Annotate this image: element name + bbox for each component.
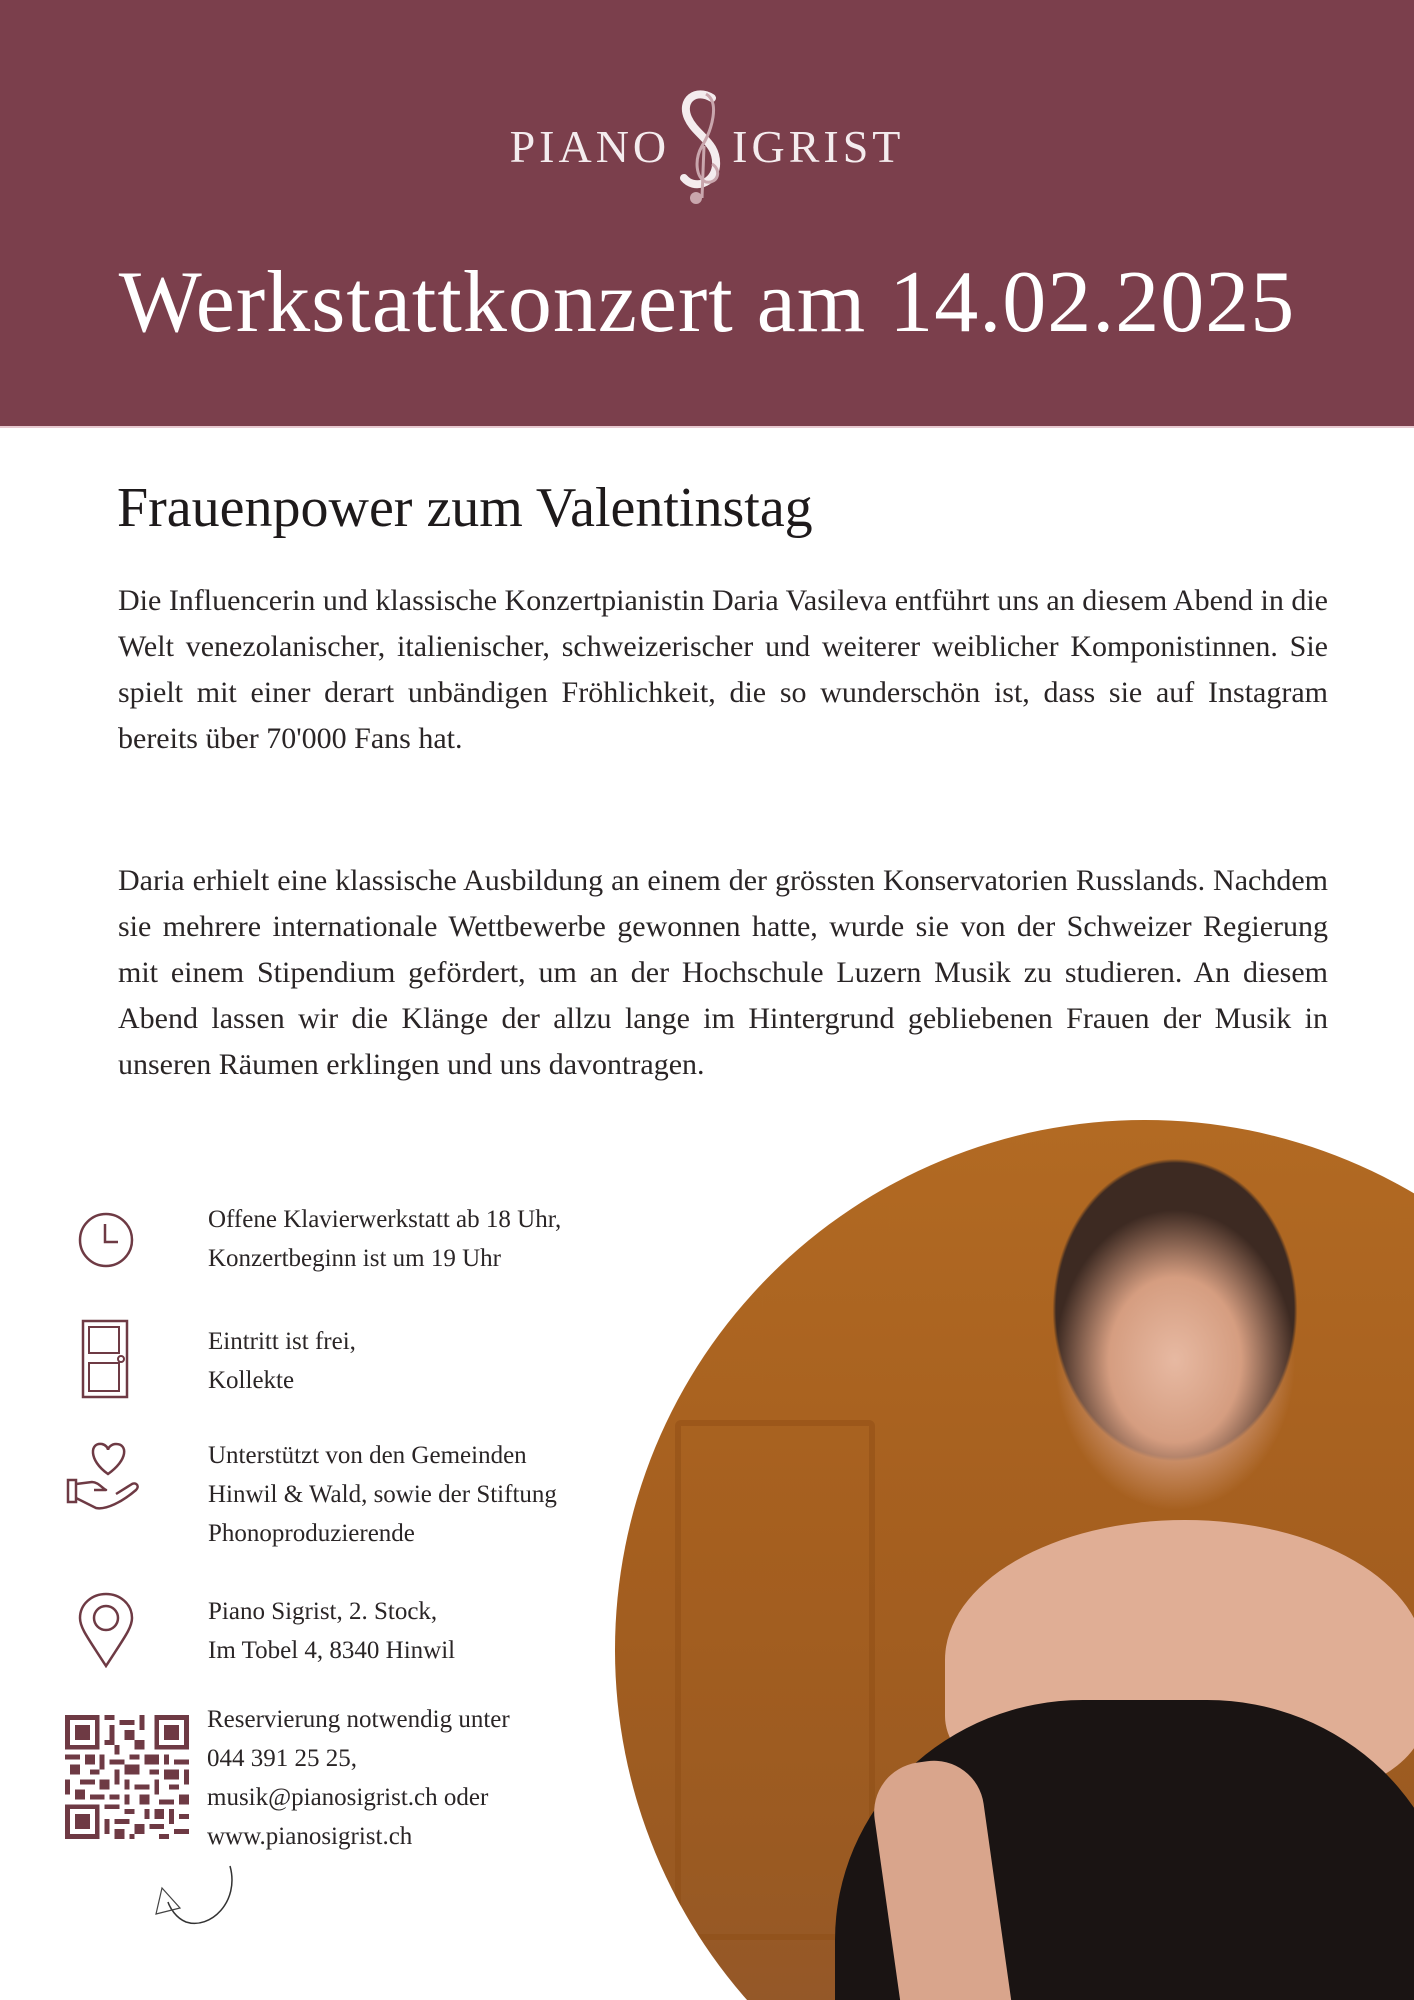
info-item-support [62,1436,557,1553]
paragraph-bio: Daria erhielt eine klassische Ausbildung an einem der grössten Konservatorien Russlands. Nachdem sie mehrere internationale Wettbewerbe gewonnen hatte, wurde sie von der Schweizer Regierung mit einem Stipendium gefördert, um an der Hochschule Luzern Musik zu studieren. An diesem Abend lassen wir die Klänge der allzu lange im Hintergrund gebliebenen Frauen der Musik in unseren Räumen erklingen und uns davontragen. [118,864,1328,1081]
info-line: Im Tobel 4, 8340 Hinwil [208,1637,456,1664]
location-pin-icon [62,1590,150,1670]
info-item-entry [62,1318,356,1400]
reservation-email[interactable]: musik@pianosigrist.ch oder [207,1784,489,1811]
info-line: Eintritt ist frei, [208,1328,356,1355]
qr-code-icon[interactable] [65,1715,189,1839]
paragraph-intro: Die Influencerin und klassische Konzertpianistin Daria Vasileva entführt uns an diesem Abend in die Welt venezolanischer, italienischer, schweizerischer und weiterer weiblicher Komponistinnen. Sie spielt mit einer derart unbändigen Fröhlichkeit, die so wunderschön ist, dass sie auf Instagram bereits über 70'000 Fans hat. [118,584,1328,755]
page-title: Werkstattkonzert am 14.02.2025 [118,254,1296,351]
info-line: Konzertbeginn ist um 19 Uhr [208,1245,502,1272]
clock-icon [62,1200,150,1280]
info-line: Kollekte [208,1367,295,1394]
logo-word-left: PIANO [509,120,671,172]
info-line: Hinwil & Wald, sowie der Stiftung [208,1481,557,1508]
info-line: Unterstützt von den Gemeinden [208,1442,527,1469]
info-line: Piano Sigrist, 2. Stock, [208,1598,438,1625]
wood-panel [675,1420,875,1940]
info-item-time [62,1200,561,1280]
reservation-website[interactable]: www.pianosigrist.ch [207,1823,413,1850]
info-line: Offene Klavierwerkstatt ab 18 Uhr, [208,1206,562,1233]
info-item-location [62,1590,455,1670]
subtitle: Frauenpower zum Valentinstag [117,477,813,539]
treble-clef-s-icon [666,86,736,206]
logo-word-right: IGRIST [732,120,905,172]
pianist-photo [615,1120,1414,2000]
info-item-reservation [207,1700,510,1856]
door-icon [62,1318,150,1400]
header-banner [0,0,1414,428]
reservation-phone[interactable]: 044 391 25 25, [207,1745,357,1772]
info-line: Reservierung notwendig unter [207,1706,510,1733]
heart-hand-icon [62,1436,150,1516]
info-line: Phonoproduzierende [208,1520,415,1547]
curved-arrow-icon [150,1862,240,1932]
logo [0,86,1414,206]
